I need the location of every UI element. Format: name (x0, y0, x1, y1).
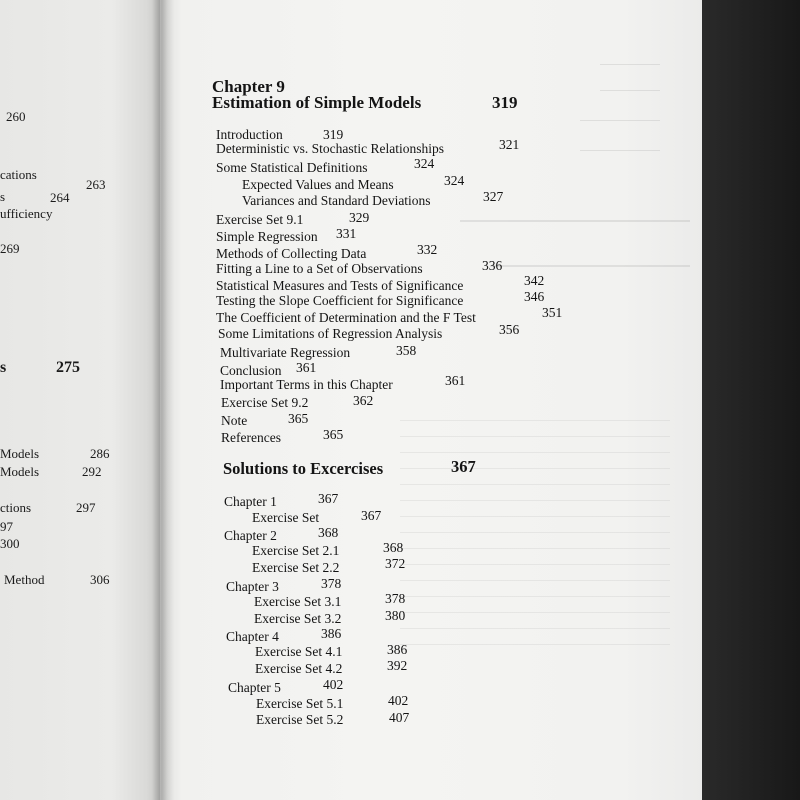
toc-entry: Fitting a Line to a Set of Observations (216, 261, 423, 276)
toc-page: 368 (383, 540, 404, 555)
toc-entry: Chapter 4 (226, 629, 279, 644)
toc-subentry: Expected Values and Means (242, 177, 394, 192)
toc-page: 378 (321, 576, 342, 591)
toc-page: 365 (288, 411, 309, 426)
toc-entry: Important Terms in this Chapter (220, 377, 393, 392)
toc-page: 368 (318, 525, 339, 540)
toc-subentry: Exercise Set (252, 510, 320, 525)
left-page-fragment: s (0, 359, 7, 376)
toc-page: 356 (499, 322, 520, 337)
toc-entry: Multivariate Regression (220, 345, 351, 360)
toc-subentry: Exercise Set 3.2 (254, 611, 342, 626)
toc-subentry: Exercise Set 4.2 (255, 661, 343, 676)
chapter-page-number: 319 (492, 93, 518, 112)
toc-entry: Chapter 5 (228, 680, 281, 695)
toc-entry: Deterministic vs. Stochastic Relationships (216, 141, 444, 156)
toc-page: 367 (318, 491, 339, 506)
toc-page: 386 (387, 642, 408, 657)
chapter-title: Estimation of Simple Models (212, 93, 422, 112)
left-page-fragment: 286 (90, 446, 110, 461)
left-page-fragment: s (0, 189, 6, 204)
toc-page: 402 (388, 693, 409, 708)
solutions-title: Solutions to Excercises (223, 459, 384, 478)
toc-page: 346 (524, 289, 545, 304)
left-page-fragment: Method (4, 572, 45, 587)
solutions-page-number: 367 (451, 457, 476, 476)
toc-page: 332 (417, 242, 438, 257)
toc-subentry: Exercise Set 2.2 (252, 560, 340, 575)
book-gutter-shadow (152, 0, 174, 800)
toc-entry: Testing the Slope Coefficient for Significance (216, 293, 464, 308)
toc-entry: Chapter 1 (224, 494, 277, 509)
toc-page: 367 (361, 508, 382, 523)
toc-entry: Simple Regression (216, 229, 318, 244)
left-page-fragment: ctions (0, 500, 32, 515)
toc-page: 362 (353, 393, 374, 408)
toc-page: 336 (482, 258, 503, 273)
toc-page: 407 (389, 710, 410, 725)
toc-entry: Methods of Collecting Data (216, 246, 367, 261)
toc-subentry: Exercise Set 5.1 (256, 696, 344, 711)
toc-page: 331 (336, 226, 357, 241)
left-page-fragment: 264 (50, 190, 70, 205)
toc-page: 327 (483, 189, 504, 204)
toc-page: 321 (499, 137, 520, 152)
toc-subentry: Exercise Set 4.1 (255, 644, 343, 659)
toc-page: 378 (385, 591, 406, 606)
toc-entry: Some Limitations of Regression Analysis (218, 326, 443, 341)
toc-entry: Exercise Set 9.1 (216, 212, 304, 227)
toc-page: 351 (542, 305, 563, 320)
toc-page: 329 (349, 210, 370, 225)
left-page-fragment: 263 (86, 177, 106, 192)
toc-page: 402 (323, 677, 344, 692)
toc-page: 361 (296, 360, 317, 375)
left-page-fragment: 300 (0, 536, 20, 551)
toc-page: 372 (385, 556, 406, 571)
left-page-fragment: 292 (82, 464, 102, 479)
toc-subentry: Exercise Set 2.1 (252, 543, 340, 558)
left-page-fragment: 97 (0, 519, 13, 534)
right-page (160, 0, 702, 800)
left-page-fragment: 260 (6, 109, 26, 124)
toc-entry: Statistical Measures and Tests of Significance (216, 278, 464, 293)
chapter-number-label: Chapter 9 (212, 77, 285, 96)
left-page (0, 0, 160, 800)
left-page-fragment: Models (0, 446, 39, 461)
left-page-fragment: 297 (76, 500, 96, 515)
toc-page: 324 (444, 173, 465, 188)
left-page-fragment: ufficiency (0, 206, 53, 221)
left-page-fragment: Models (0, 464, 39, 479)
toc-entry: Introduction (216, 127, 283, 142)
toc-page: 361 (445, 373, 466, 388)
toc-entry: References (221, 430, 281, 445)
left-page-fragment: cations (0, 167, 37, 182)
toc-page: 324 (414, 156, 435, 171)
toc-subentry: Variances and Standard Deviations (242, 193, 431, 208)
toc-page: 358 (396, 343, 417, 358)
toc-entry: Chapter 3 (226, 579, 279, 594)
toc-page: 342 (524, 273, 545, 288)
toc-page: 319 (323, 127, 344, 142)
toc-entry: The Coefficient of Determination and the F Test (216, 310, 476, 325)
toc-entry: Conclusion (220, 363, 282, 378)
toc-page: 380 (385, 608, 406, 623)
toc-page: 386 (321, 626, 342, 641)
toc-page: 365 (323, 427, 344, 442)
left-page-fragment: 275 (56, 359, 80, 376)
left-page-fragment: 269 (0, 241, 20, 256)
toc-subentry: Exercise Set 3.1 (254, 594, 342, 609)
toc-entry: Exercise Set 9.2 (221, 395, 309, 410)
toc-entry: Some Statistical Definitions (216, 160, 368, 175)
toc-entry: Chapter 2 (224, 528, 277, 543)
toc-entry: Note (221, 413, 248, 428)
toc-page: 392 (387, 658, 408, 673)
left-page-fragment: 306 (90, 572, 110, 587)
toc-subentry: Exercise Set 5.2 (256, 712, 344, 727)
background-surface (702, 0, 800, 800)
